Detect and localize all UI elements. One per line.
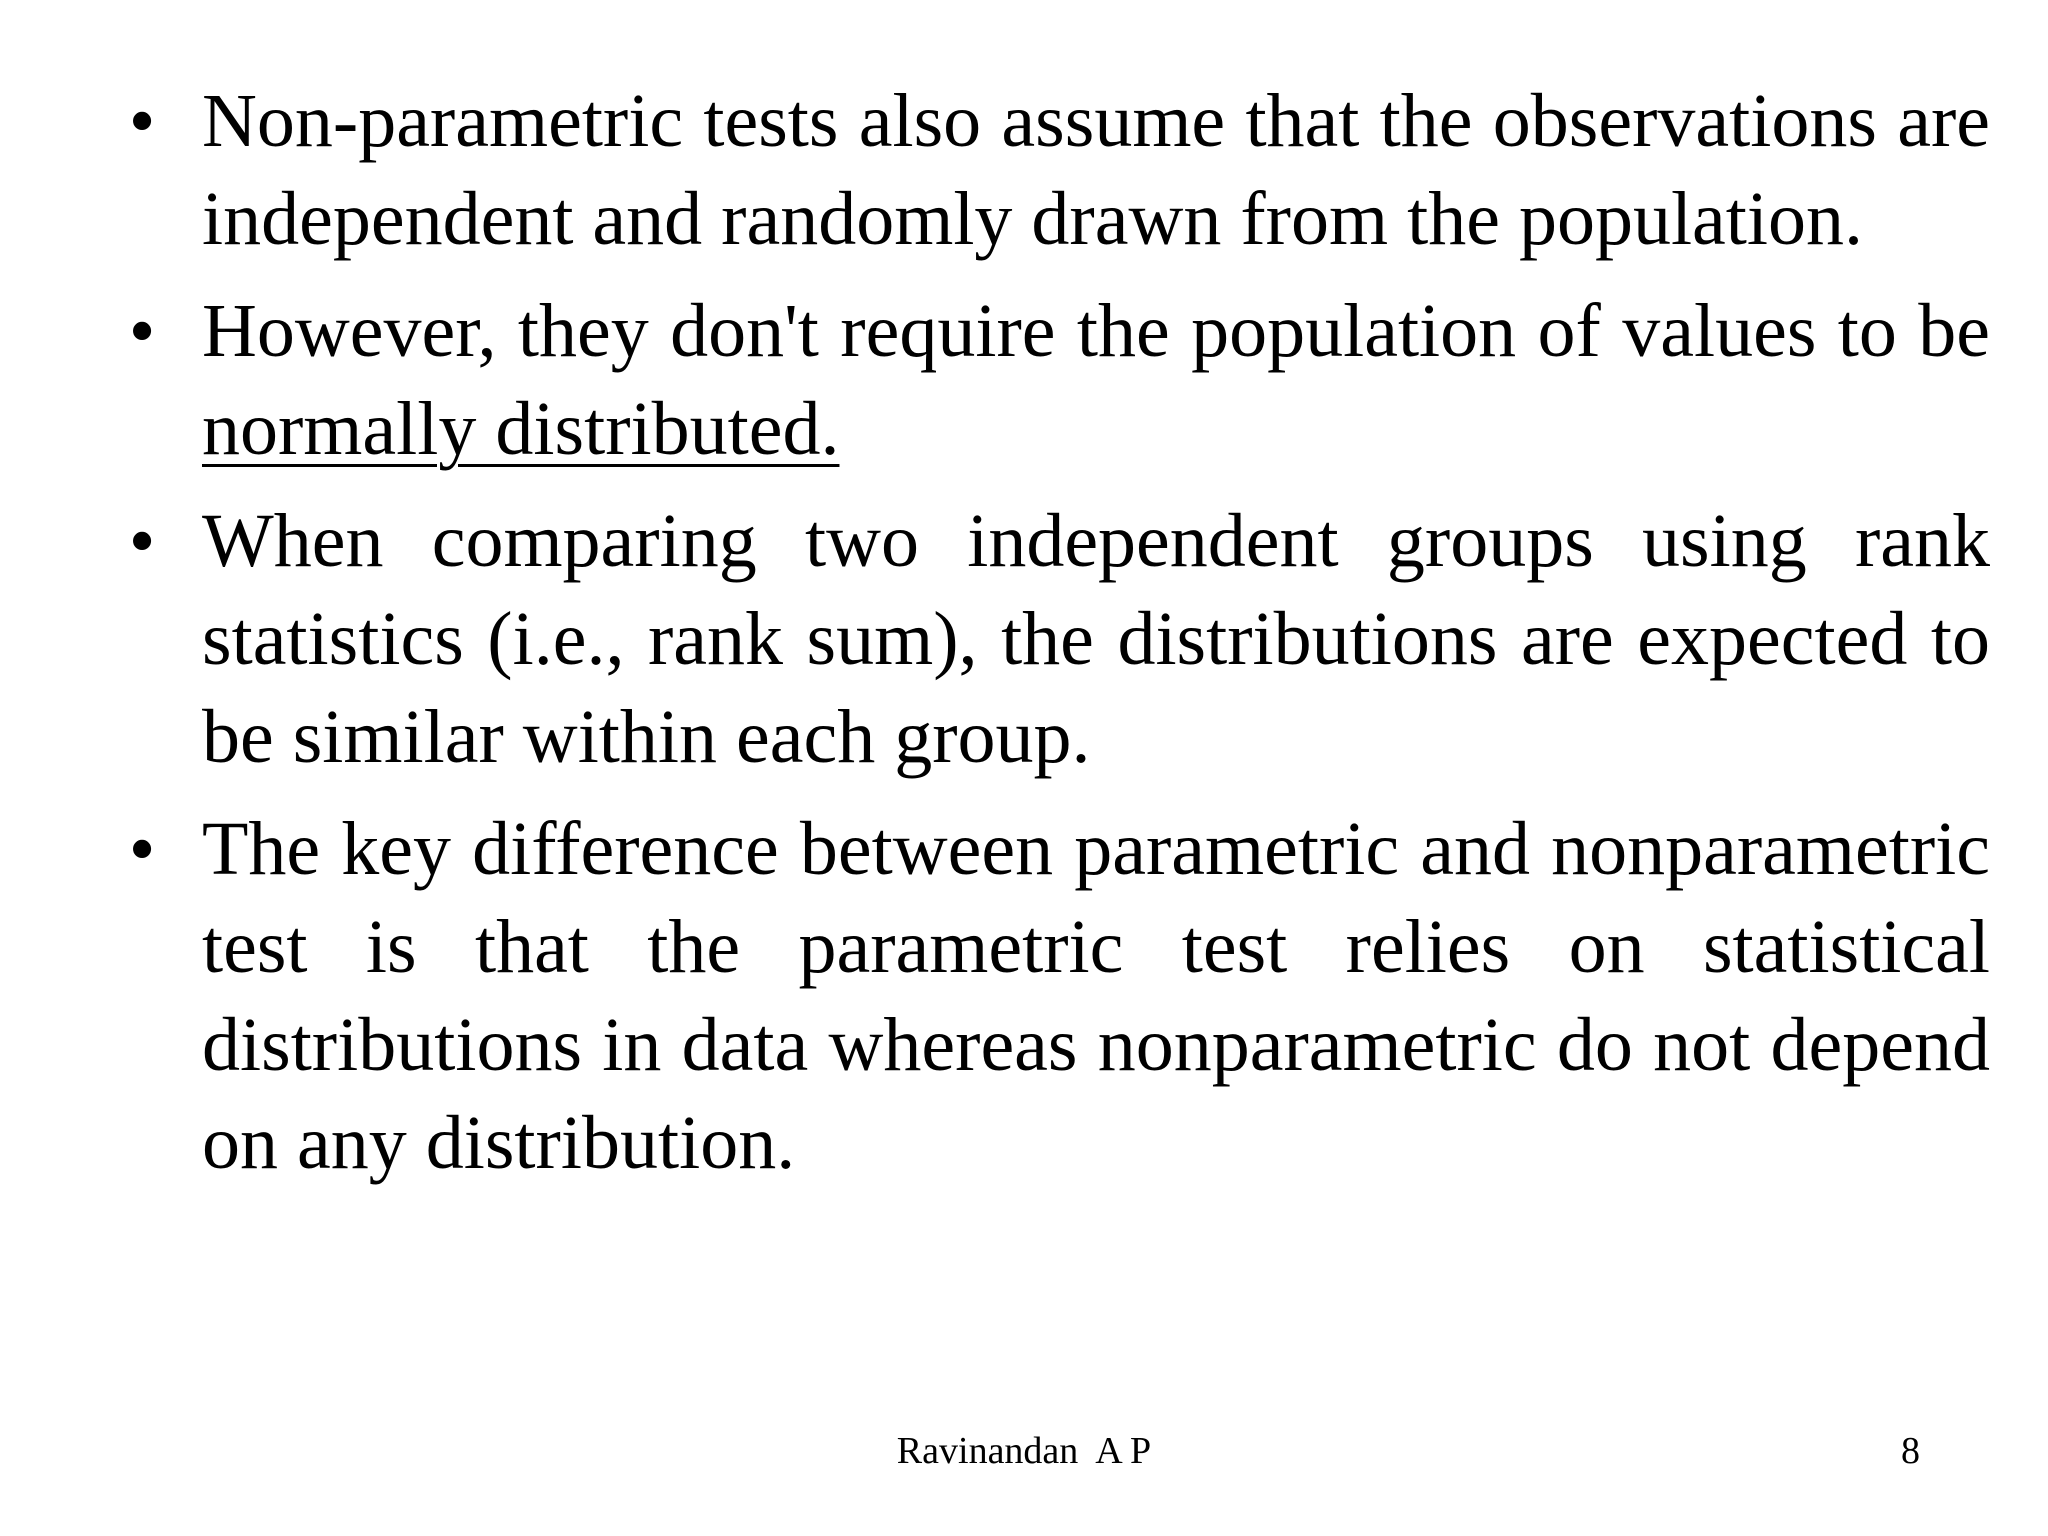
bullet-text: Non-parametric tests also assume that the observations are independent and randomly drawn from the population. (202, 79, 1990, 261)
underlined-phrase: normally distributed. (202, 387, 840, 471)
bullet-text: When comparing two independent groups using rank statistics (i.e., rank sum), the distributions are expected to be similar within each group. (202, 499, 1990, 779)
bullet-item (128, 282, 1990, 478)
bullet-dot-icon: • (128, 807, 156, 891)
footer-author: Ravinandan A P (896, 1430, 1152, 1472)
bullet-text: The key difference between parametric and nonparametric test is that the parametric test relies on statistical distributions in data whereas nonparametric do not depend on any distribution. (202, 807, 1990, 1185)
bullet-dot-icon: • (128, 499, 156, 583)
bullet-text: However, they don't require the population of values to be (202, 289, 1990, 373)
page-number: 8 (1901, 1430, 1920, 1472)
bullet-list (128, 72, 1990, 1206)
bullet-item (128, 800, 1990, 1192)
bullet-dot-icon: • (128, 79, 156, 163)
bullet-item (128, 72, 1990, 268)
bullet-dot-icon: • (128, 289, 156, 373)
bullet-item (128, 492, 1990, 786)
